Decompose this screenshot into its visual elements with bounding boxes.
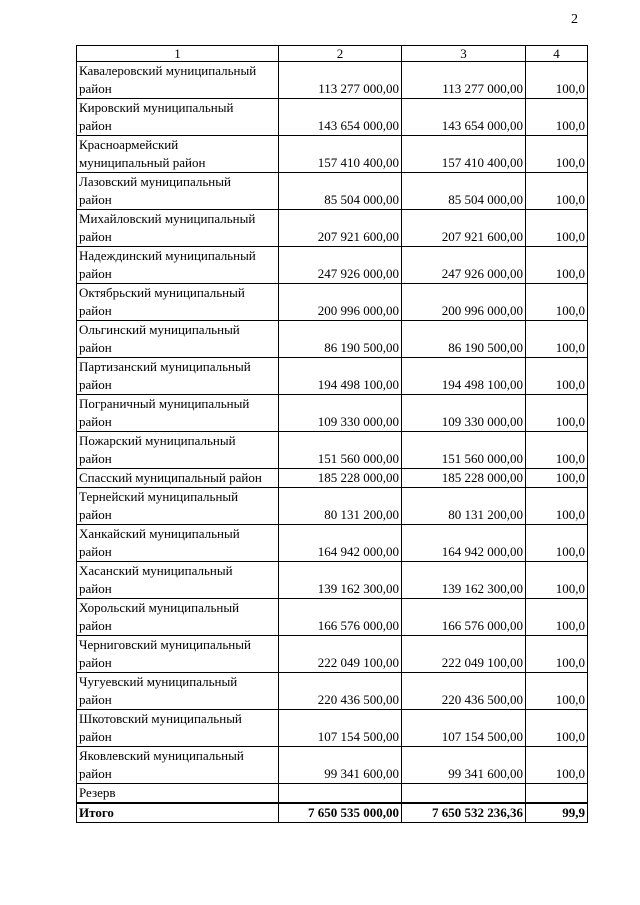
- district-name-line: район: [79, 544, 112, 559]
- value-col2: 113 277 000,00: [279, 62, 402, 99]
- district-name: [77, 710, 279, 747]
- district-name-line: район: [79, 118, 112, 133]
- value-col2: 80 131 200,00: [279, 488, 402, 525]
- value-col4: 100,0: [526, 136, 588, 173]
- district-name-line: муниципальный район: [79, 155, 206, 170]
- table-row: [77, 99, 588, 136]
- district-name-line: район: [79, 507, 112, 522]
- column-header-3: 3: [402, 46, 526, 62]
- value-col4: 100,0: [526, 247, 588, 284]
- district-name-line: район: [79, 451, 112, 466]
- table-row: [77, 432, 588, 469]
- table-row: [77, 62, 588, 99]
- district-name-line: Черниговский муниципальный: [79, 637, 251, 652]
- value-col2: 207 921 600,00: [279, 210, 402, 247]
- district-name-line: Красноармейский: [79, 137, 179, 152]
- value-col3: 200 996 000,00: [402, 284, 526, 321]
- district-name: [77, 62, 279, 99]
- value-col3: 247 926 000,00: [402, 247, 526, 284]
- value-col2: 99 341 600,00: [279, 747, 402, 784]
- table-row: [77, 210, 588, 247]
- value-col4: 100,0: [526, 432, 588, 469]
- district-name: [77, 395, 279, 432]
- value-col2: 185 228 000,00: [279, 469, 402, 488]
- value-col4: 100,0: [526, 99, 588, 136]
- table-row: [77, 358, 588, 395]
- value-col2: 220 436 500,00: [279, 673, 402, 710]
- district-name: [77, 599, 279, 636]
- table-row: [77, 636, 588, 673]
- value-col2: 164 942 000,00: [279, 525, 402, 562]
- value-col2: 166 576 000,00: [279, 599, 402, 636]
- district-name-line: Надеждинский муниципальный: [79, 248, 256, 263]
- value-col3: 143 654 000,00: [402, 99, 526, 136]
- value-col3: 151 560 000,00: [402, 432, 526, 469]
- district-name-line: район: [79, 192, 112, 207]
- value-col4: 100,0: [526, 284, 588, 321]
- district-name-line: Хорольский муниципальный: [79, 600, 240, 615]
- value-col3: 109 330 000,00: [402, 395, 526, 432]
- district-name: [77, 358, 279, 395]
- column-header-4: 4: [526, 46, 588, 62]
- district-name: [77, 136, 279, 173]
- district-name: [77, 673, 279, 710]
- reserve-row: [77, 784, 588, 804]
- table-row: [77, 599, 588, 636]
- district-name-line: Михайловский муниципальный: [79, 211, 256, 226]
- reserve-col4: [526, 784, 588, 804]
- district-name: [77, 525, 279, 562]
- district-name: [77, 284, 279, 321]
- district-name: [77, 747, 279, 784]
- value-col3: 86 190 500,00: [402, 321, 526, 358]
- value-col3: 139 162 300,00: [402, 562, 526, 599]
- value-col4: 100,0: [526, 321, 588, 358]
- district-name: [77, 636, 279, 673]
- reserve-col3: [402, 784, 526, 804]
- district-name-line: Партизанский муниципальный: [79, 359, 251, 374]
- value-col3: 157 410 400,00: [402, 136, 526, 173]
- district-name: [77, 210, 279, 247]
- total-col2: 7 650 535 000,00: [279, 803, 402, 823]
- district-name-line: Ольгинский муниципальный: [79, 322, 240, 337]
- district-name-line: Кавалеровский муниципальный: [79, 63, 257, 78]
- total-col3: 7 650 532 236,36: [402, 803, 526, 823]
- district-name-line: район: [79, 266, 112, 281]
- value-col4: 100,0: [526, 710, 588, 747]
- district-name-line: район: [79, 81, 112, 96]
- table-row: [77, 395, 588, 432]
- value-col2: 86 190 500,00: [279, 321, 402, 358]
- district-name: [77, 99, 279, 136]
- value-col4: 100,0: [526, 488, 588, 525]
- value-col3: 99 341 600,00: [402, 747, 526, 784]
- value-col3: 107 154 500,00: [402, 710, 526, 747]
- value-col2: 109 330 000,00: [279, 395, 402, 432]
- table-row: [77, 469, 588, 488]
- district-name: [77, 469, 279, 488]
- district-name-line: район: [79, 340, 112, 355]
- value-col2: 200 996 000,00: [279, 284, 402, 321]
- table-row: [77, 673, 588, 710]
- budget-table: [76, 45, 588, 823]
- district-name: [77, 562, 279, 599]
- district-name-line: Спасский муниципальный район: [79, 470, 262, 485]
- district-name-line: Кировский муниципальный: [79, 100, 234, 115]
- district-name: [77, 321, 279, 358]
- value-col4: 100,0: [526, 210, 588, 247]
- district-name-line: Шкотовский муниципальный: [79, 711, 242, 726]
- district-name-line: район: [79, 618, 112, 633]
- value-col3: 194 498 100,00: [402, 358, 526, 395]
- district-name-line: Чугуевский муниципальный: [79, 674, 238, 689]
- district-name-line: район: [79, 729, 112, 744]
- total-name: Итого: [77, 803, 279, 823]
- value-col4: 100,0: [526, 673, 588, 710]
- value-col4: 100,0: [526, 469, 588, 488]
- table-row: [77, 284, 588, 321]
- table-row: [77, 562, 588, 599]
- total-col4: 99,9: [526, 803, 588, 823]
- district-name-line: Яковлевский муниципальный: [79, 748, 244, 763]
- value-col4: 100,0: [526, 525, 588, 562]
- district-name: [77, 173, 279, 210]
- value-col4: 100,0: [526, 599, 588, 636]
- district-name-line: Хасанский муниципальный: [79, 563, 233, 578]
- district-name-line: Пожарский муниципальный: [79, 433, 236, 448]
- value-col2: 143 654 000,00: [279, 99, 402, 136]
- value-col3: 166 576 000,00: [402, 599, 526, 636]
- district-name-line: район: [79, 414, 112, 429]
- district-name-line: район: [79, 692, 112, 707]
- district-name-line: район: [79, 655, 112, 670]
- district-name-line: район: [79, 581, 112, 596]
- value-col3: 207 921 600,00: [402, 210, 526, 247]
- value-col3: 185 228 000,00: [402, 469, 526, 488]
- district-name: [77, 488, 279, 525]
- district-name: [77, 432, 279, 469]
- value-col2: 222 049 100,00: [279, 636, 402, 673]
- page-number: 2: [571, 12, 578, 27]
- table-row: [77, 525, 588, 562]
- value-col4: 100,0: [526, 395, 588, 432]
- reserve-col2: [279, 784, 402, 804]
- reserve-name: Резерв: [77, 784, 279, 804]
- table-row: [77, 488, 588, 525]
- table-row: [77, 136, 588, 173]
- value-col3: 164 942 000,00: [402, 525, 526, 562]
- value-col2: 194 498 100,00: [279, 358, 402, 395]
- table-row: [77, 710, 588, 747]
- district-name-line: район: [79, 377, 112, 392]
- value-col2: 85 504 000,00: [279, 173, 402, 210]
- table-row: [77, 321, 588, 358]
- district-name-line: Тернейский муниципальный: [79, 489, 239, 504]
- table-row: [77, 247, 588, 284]
- value-col3: 222 049 100,00: [402, 636, 526, 673]
- value-col3: 113 277 000,00: [402, 62, 526, 99]
- value-col3: 80 131 200,00: [402, 488, 526, 525]
- table-row: [77, 173, 588, 210]
- value-col3: 220 436 500,00: [402, 673, 526, 710]
- value-col4: 100,0: [526, 62, 588, 99]
- value-col4: 100,0: [526, 562, 588, 599]
- district-name-line: Лазовский муниципальный: [79, 174, 231, 189]
- district-name: [77, 247, 279, 284]
- district-name-line: Октябрьский муниципальный: [79, 285, 245, 300]
- value-col2: 157 410 400,00: [279, 136, 402, 173]
- value-col2: 139 162 300,00: [279, 562, 402, 599]
- value-col2: 247 926 000,00: [279, 247, 402, 284]
- district-name-line: район: [79, 229, 112, 244]
- district-name-line: район: [79, 303, 112, 318]
- value-col4: 100,0: [526, 636, 588, 673]
- district-name-line: Ханкайский муниципальный: [79, 526, 240, 541]
- value-col4: 100,0: [526, 173, 588, 210]
- table-body: [77, 62, 588, 823]
- value-col4: 100,0: [526, 358, 588, 395]
- district-name-line: Пограничный муниципальный: [79, 396, 250, 411]
- column-header-1: 1: [77, 46, 279, 62]
- district-name-line: район: [79, 766, 112, 781]
- value-col3: 85 504 000,00: [402, 173, 526, 210]
- value-col2: 107 154 500,00: [279, 710, 402, 747]
- column-header-2: 2: [279, 46, 402, 62]
- value-col2: 151 560 000,00: [279, 432, 402, 469]
- table-header-row: [77, 46, 588, 62]
- value-col4: 100,0: [526, 747, 588, 784]
- total-row: [77, 803, 588, 823]
- table-row: [77, 747, 588, 784]
